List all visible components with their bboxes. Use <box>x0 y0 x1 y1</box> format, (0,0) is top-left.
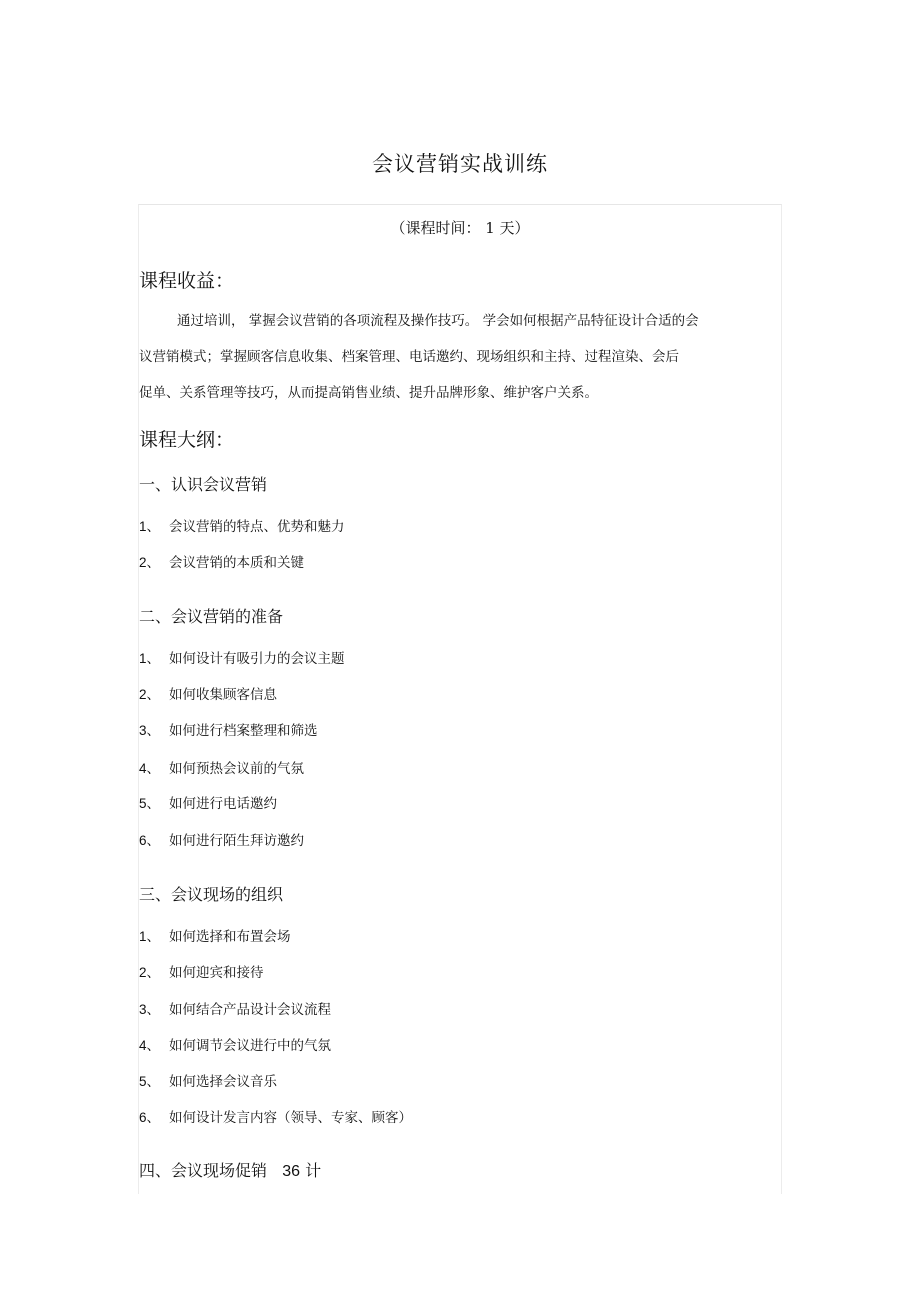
item-number: 6、 <box>139 833 161 848</box>
item-number: 2、 <box>139 555 161 570</box>
item-number: 3、 <box>139 1002 161 1017</box>
outline-item <box>139 719 318 739</box>
module-title-3: 三、会议现场的组织 <box>139 885 284 904</box>
module-title-4 <box>139 1158 321 1181</box>
item-number: 5、 <box>139 796 161 811</box>
outline-item <box>139 647 345 667</box>
outline-item <box>139 1070 277 1090</box>
item-number: 4、 <box>139 1038 161 1053</box>
outline-item <box>139 961 264 981</box>
item-text: 如何结合产品设计会议流程 <box>169 1002 331 1018</box>
benefits-heading: 课程收益： <box>139 270 235 292</box>
item-number: 4、 <box>139 761 161 776</box>
module-title-prefix: 四、会议现场促销 <box>139 1161 268 1180</box>
item-text: 如何设计发言内容（领导、专家、顾客） <box>169 1110 412 1126</box>
document-title: 会议营销实战训练 <box>372 152 548 176</box>
item-text: 如何调节会议进行中的气氛 <box>169 1038 331 1054</box>
module-title-1: 一、认识会议营销 <box>139 475 268 494</box>
outline-item <box>139 1034 331 1054</box>
outline-item <box>139 515 345 535</box>
item-text: 会议营销的特点、优势和魅力 <box>169 519 345 535</box>
outline-item <box>139 551 304 571</box>
benefits-line-1: 通过培训， 掌握会议营销的各项流程及操作技巧。 学会如何根据产品特征设计合适的会 <box>177 313 699 329</box>
item-text: 如何选择和布置会场 <box>169 929 291 945</box>
benefits-line-2: 议营销模式；掌握顾客信息收集、档案管理、电话邀约、现场组织和主持、过程渲染、会后 <box>139 349 679 365</box>
outline-item <box>139 998 331 1018</box>
item-number: 2、 <box>139 687 161 702</box>
item-number: 1、 <box>139 651 161 666</box>
item-number: 3、 <box>139 723 161 738</box>
outline-item <box>139 829 304 849</box>
item-text: 如何进行陌生拜访邀约 <box>169 833 304 849</box>
item-text: 如何设计有吸引力的会议主题 <box>169 651 345 667</box>
item-text: 会议营销的本质和关键 <box>169 555 304 571</box>
outline-item <box>139 757 304 777</box>
item-text: 如何迎宾和接待 <box>169 965 264 981</box>
item-text: 如何进行档案整理和筛选 <box>169 723 318 739</box>
item-text: 如何进行电话邀约 <box>169 796 277 812</box>
module-title-suffix: 计 <box>305 1161 322 1180</box>
benefits-line-3: 促单、关系管理等技巧，从而提高销售业绩、提升品牌形象、维护客户关系。 <box>139 385 598 401</box>
item-text: 如何选择会议音乐 <box>169 1074 277 1090</box>
outline-heading: 课程大纲： <box>139 429 235 451</box>
outline-item <box>139 683 277 703</box>
item-number: 6、 <box>139 1110 161 1125</box>
item-number: 1、 <box>139 929 161 944</box>
item-text: 如何收集顾客信息 <box>169 687 277 703</box>
module-title-2: 二、会议营销的准备 <box>139 607 284 626</box>
outline-item <box>139 792 277 812</box>
course-duration: （课程时间： 1 天） <box>390 219 530 237</box>
item-number: 1、 <box>139 519 161 534</box>
outline-item <box>139 1106 412 1126</box>
module-title-number: 36 <box>282 1163 301 1180</box>
outline-item <box>139 925 291 945</box>
item-text: 如何预热会议前的气氛 <box>169 761 304 777</box>
item-number: 2、 <box>139 965 161 980</box>
item-number: 5、 <box>139 1074 161 1089</box>
